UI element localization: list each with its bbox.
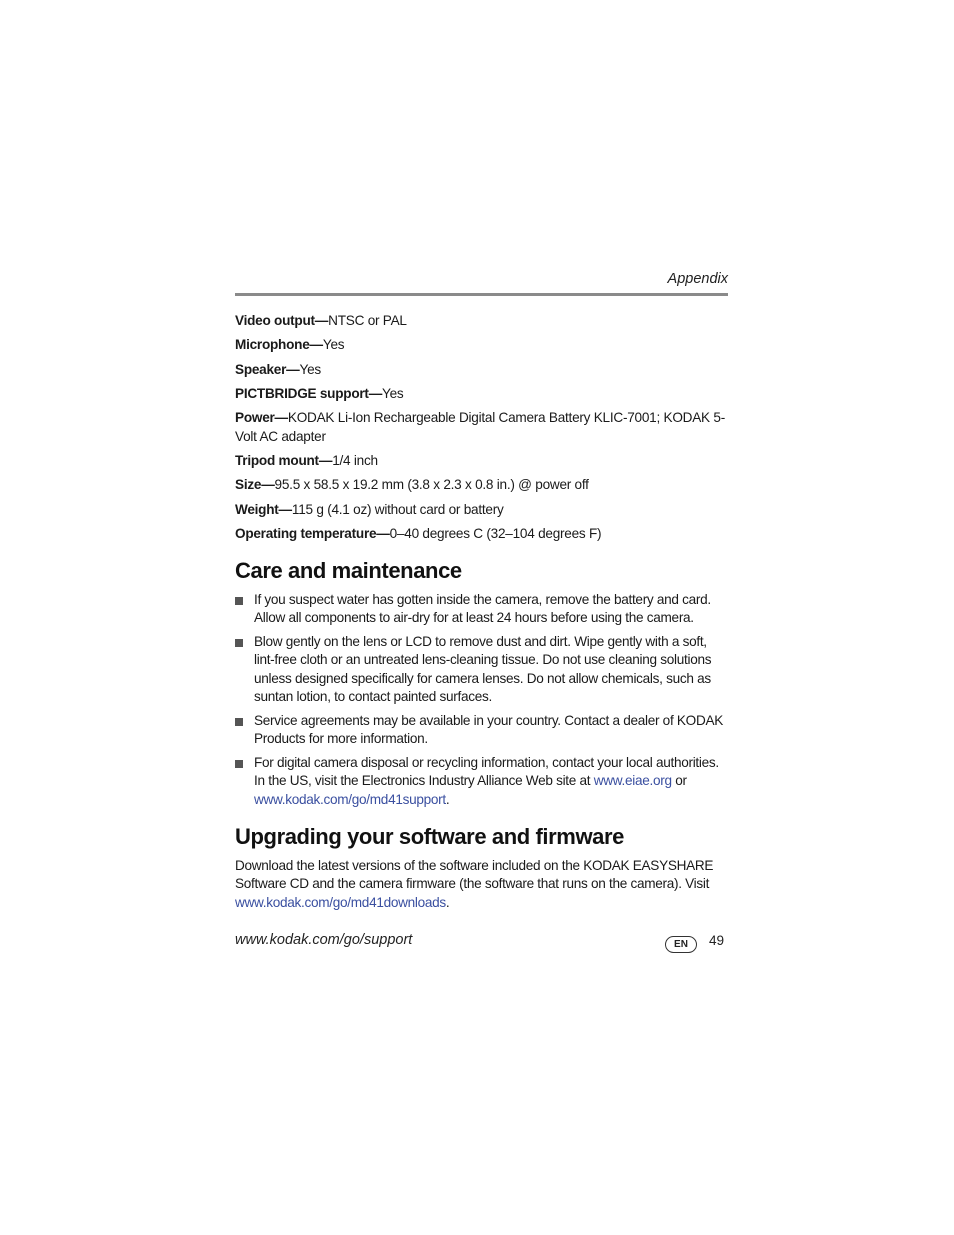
spec-value: 115 g (4.1 oz) without card or battery <box>291 501 504 517</box>
spec-item-tripod-mount <box>235 452 728 471</box>
list-item-text: or <box>671 773 687 789</box>
spec-item-speaker <box>235 361 728 380</box>
upgrade-paragraph <box>235 857 728 912</box>
spec-value: Yes <box>322 337 345 353</box>
spec-label: Video output— <box>235 313 329 328</box>
list-item <box>235 712 728 749</box>
spec-label: PICTBRIDGE support— <box>235 385 383 401</box>
paragraph-text: Download the latest versions of the software included on the KODAK EASYSHARE Software CD and the camera firmware (the software that runs on the camera). Visit <box>235 858 714 892</box>
spec-list <box>235 312 728 549</box>
square-bullet-icon <box>235 760 243 768</box>
spec-item-weight <box>235 501 728 520</box>
spec-value: Yes <box>382 385 404 401</box>
footer-support-url: www.kodak.com/go/support <box>235 932 413 948</box>
spec-item-video-output <box>235 312 728 331</box>
header-divider <box>235 293 728 296</box>
spec-item-size <box>235 476 728 495</box>
spec-item-pictbridge <box>235 385 728 404</box>
square-bullet-icon <box>235 639 243 647</box>
square-bullet-icon <box>235 718 243 726</box>
eiae-link[interactable]: www.eiae.org <box>593 773 672 789</box>
spec-value: 1/4 inch <box>332 452 378 468</box>
spec-item-power <box>235 409 728 446</box>
spec-label: Operating temperature— <box>235 525 390 541</box>
square-bullet-icon <box>235 597 243 605</box>
care-list <box>235 591 728 815</box>
paragraph-text: . <box>445 894 450 910</box>
spec-label: Weight— <box>235 501 292 517</box>
list-item-text: Service agreements may be available in your country. Contact a dealer of KODAK Products for more information. <box>254 712 723 747</box>
page-number: 49 <box>709 933 725 948</box>
spec-label: Speaker— <box>235 361 300 377</box>
upgrade-heading: Upgrading your software and firmware <box>235 824 625 849</box>
spec-label: Size— <box>235 477 275 493</box>
spec-label: Microphone— <box>235 337 323 353</box>
spec-item-operating-temperature <box>235 525 728 544</box>
md41-support-link[interactable]: www.kodak.com/go/md41support <box>254 791 446 807</box>
spec-value: Yes <box>299 361 321 377</box>
spec-value: KODAK Li-Ion Rechargeable Digital Camera Battery KLIC-7001; KODAK 5-Volt AC adapter <box>235 410 725 444</box>
list-item-text: For digital camera disposal or recycling information, contact your local authorities. In the US, visit the Electronics Industry Alliance Web site at <box>254 755 719 789</box>
list-item <box>235 754 728 809</box>
list-item-text: . <box>445 791 450 807</box>
care-heading: Care and maintenance <box>235 558 462 583</box>
list-item <box>235 633 728 706</box>
spec-label: Power— <box>235 410 288 426</box>
list-item-text: Blow gently on the lens or LCD to remove dust and dirt. Wipe gently with a soft, lint-free cloth or an untreated lens-cleaning tissue. Do not use cleaning solutions unless designed specifically for camera lenses. Do not allow chemicals, such as suntan lotion, to contact painted surfaces. <box>254 634 712 705</box>
list-item <box>235 591 728 628</box>
spec-label: Tripod mount— <box>235 452 333 468</box>
spec-value: 95.5 x 58.5 x 19.2 mm (3.8 x 2.3 x 0.8 in.) @ power off <box>274 477 589 493</box>
spec-item-microphone <box>235 336 728 355</box>
spec-value: 0–40 degrees C (32–104 degrees F) <box>389 525 602 541</box>
language-badge: EN <box>665 936 697 953</box>
md41-downloads-link[interactable]: www.kodak.com/go/md41downloads <box>235 894 446 910</box>
list-item-text: If you suspect water has gotten inside the camera, remove the battery and card. Allow all components to air-dry for at least 24 hours before using the camera. <box>254 592 711 626</box>
section-header: Appendix <box>667 271 728 287</box>
spec-value: NTSC or PAL <box>328 313 407 328</box>
